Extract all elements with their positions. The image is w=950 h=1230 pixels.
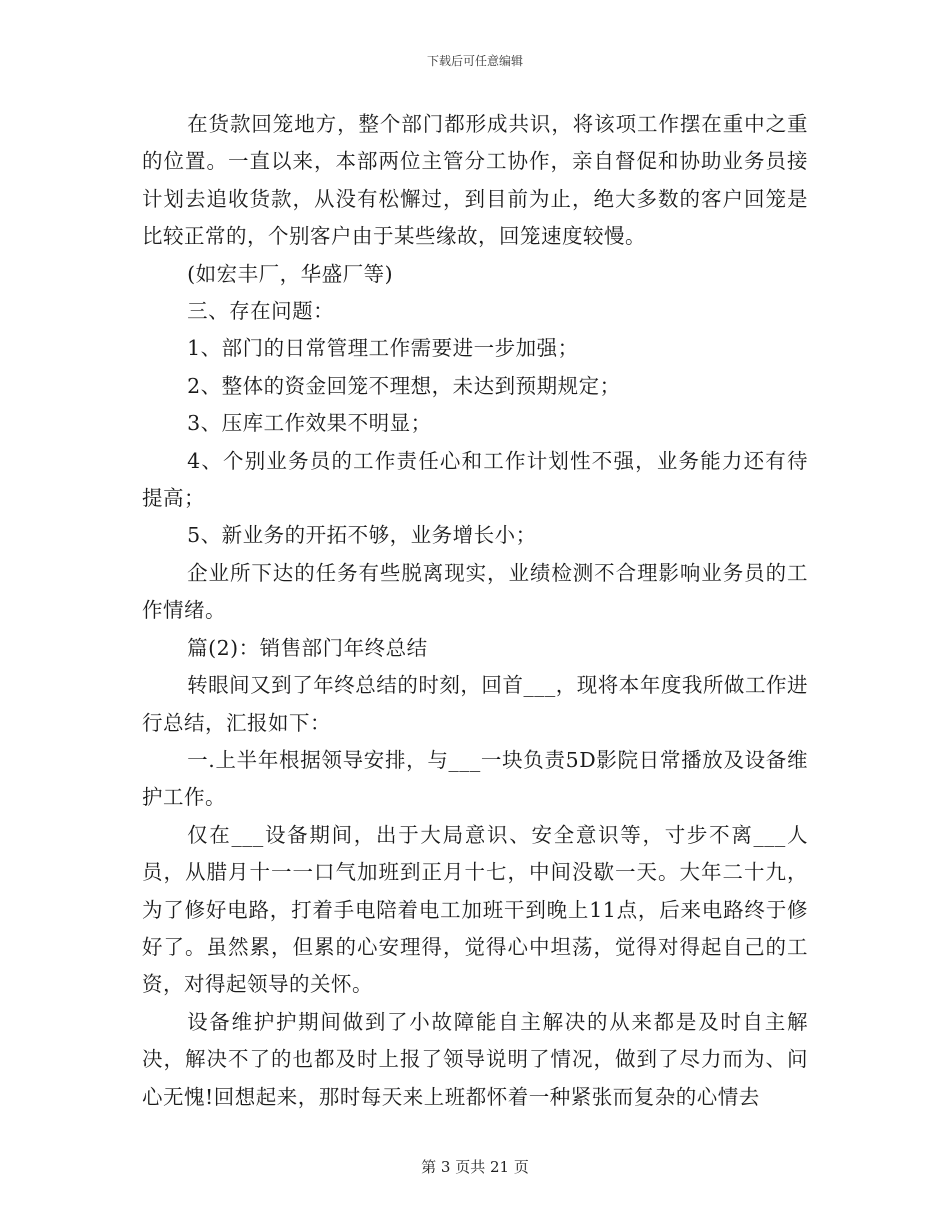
- paragraph: 企业所下达的任务有些脱离现实，业绩检测不合理影响业务员的工作情绪。: [142, 560, 808, 623]
- paragraph: 转眼间又到了年终总结的时刻，回首___，现将本年度我所做工作进行总结，汇报如下：: [142, 673, 808, 735]
- paragraph: 5、新业务的开拓不够，业务增长小；: [187, 523, 537, 548]
- page-footer: 第 3 页共 21 页: [421, 1158, 529, 1176]
- paragraph: 仅在___设备期间，出于大局意识、安全意识等，寸步不离___人员，从腊月十一一口气加班到正月十七，中间没歇一天。大年二十九，为了修好电路，打着手电陪着电工加班干到晚上11点，后来电路终于修好了。虽然累，但累的心安理得，觉得心中坦荡，觉得对得起自己的工资，对得起领导的关怀。: [142, 822, 808, 997]
- paragraph: 4、个别业务员的工作责任心和工作计划性不强，业务能力还有待提高；: [142, 448, 808, 511]
- paragraph: 三、存在问题：: [187, 299, 335, 324]
- paragraph: 在货款回笼地方，整个部门都形成共识，将该项工作摆在重中之重的位置。一直以来，本部两位主管分工协作，亲自督促和协助业务员接计划去追收货款，从没有松懈过，到目前为止，绝大多数的客户回笼是比较正常的，个别客户由于某些缘故，回笼速度较慢。: [142, 112, 808, 249]
- paragraph: 设备维护护期间做到了小故障能自主解决的从来都是及时自主解决，解决不了的也都及时上报了领导说明了情况，做到了尽力而为、问心无愧!回想起来，那时每天来上班都怀着一种紧张而复杂的心情去: [142, 1009, 808, 1109]
- paragraph: 一.上半年根据领导安排，与___一块负责5D影院日常播放及设备维护工作。: [142, 747, 808, 810]
- document-body: [142, 106, 808, 1116]
- page-header: 下载后可任意编辑: [426, 54, 523, 68]
- section-heading: 篇(2)：销售部门年终总结: [187, 635, 428, 660]
- paragraph: 2、整体的资金回笼不理想，未达到预期规定；: [187, 373, 621, 398]
- paragraph: 3、压库工作效果不明显；: [187, 411, 432, 436]
- paragraph: 1、部门的日常管理工作需要进一步加强；: [187, 336, 579, 361]
- paragraph: (如宏丰厂，华盛厂等): [187, 261, 394, 286]
